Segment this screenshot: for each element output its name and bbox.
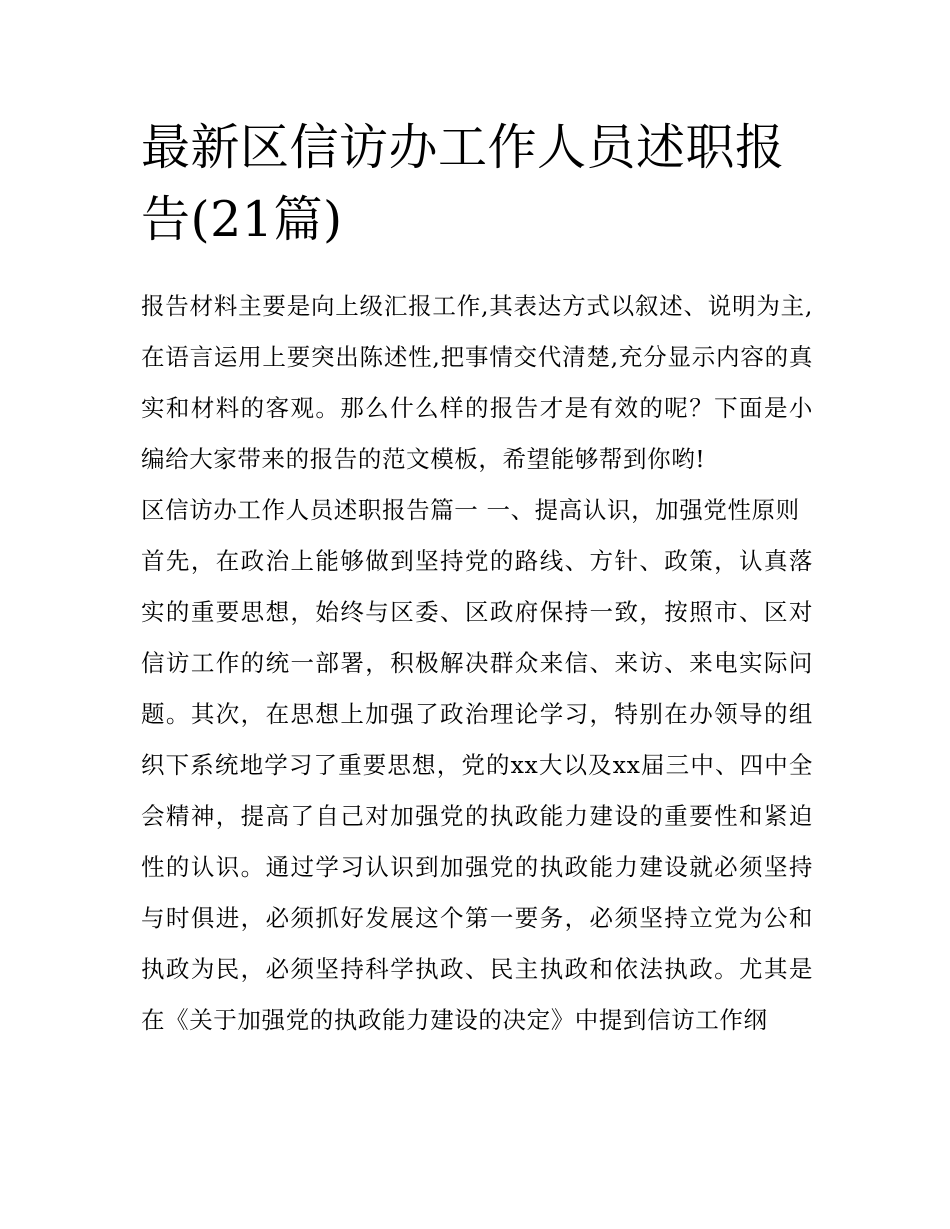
section-heading-paragraph: 区信访办工作人员述职报告篇一 一、提高认识，加强党性原则 <box>141 496 800 524</box>
body-paragraph: 首先，在政治上能够做到坚持党的路线、方针、政策，认真落实的重要思想，始终与区委、区政府保持一致，按照市、区对信访工作的统一部署，积极解决群众来信、来访、来电实际问题。其次，在思想上加强了政治理论学习，特别在办领导的组织下系统地学习了重要思想，党的xx大以及xx届三中、四中全会精神，提高了自己对加强党的执政能力建设的重要性和紧迫性的认识。通过学习认识到加强党的执政能力建设就必须坚持与时俱进，必须抓好发展这个第一要务，必须坚持立党为公和执政为民，必须坚持科学执政、民主执政和依法执政。尤其是在《关于加强党的执政能力建设的决定》中提到信访工作纲 <box>141 547 813 1034</box>
document-body <box>141 112 813 1046</box>
document-title: 最新区信访办工作人员述职报告(21篇) <box>141 119 785 248</box>
intro-paragraph: 报告材料主要是向上级汇报工作,其表达方式以叙述、说明为主,在语言运用上要突出陈述性,把事情交代清楚,充分显示内容的真实和材料的客观。那么什么样的报告才是有效的呢？下面是小编给大家带来的报告的范文模板，希望能够帮到你哟! <box>141 292 813 473</box>
